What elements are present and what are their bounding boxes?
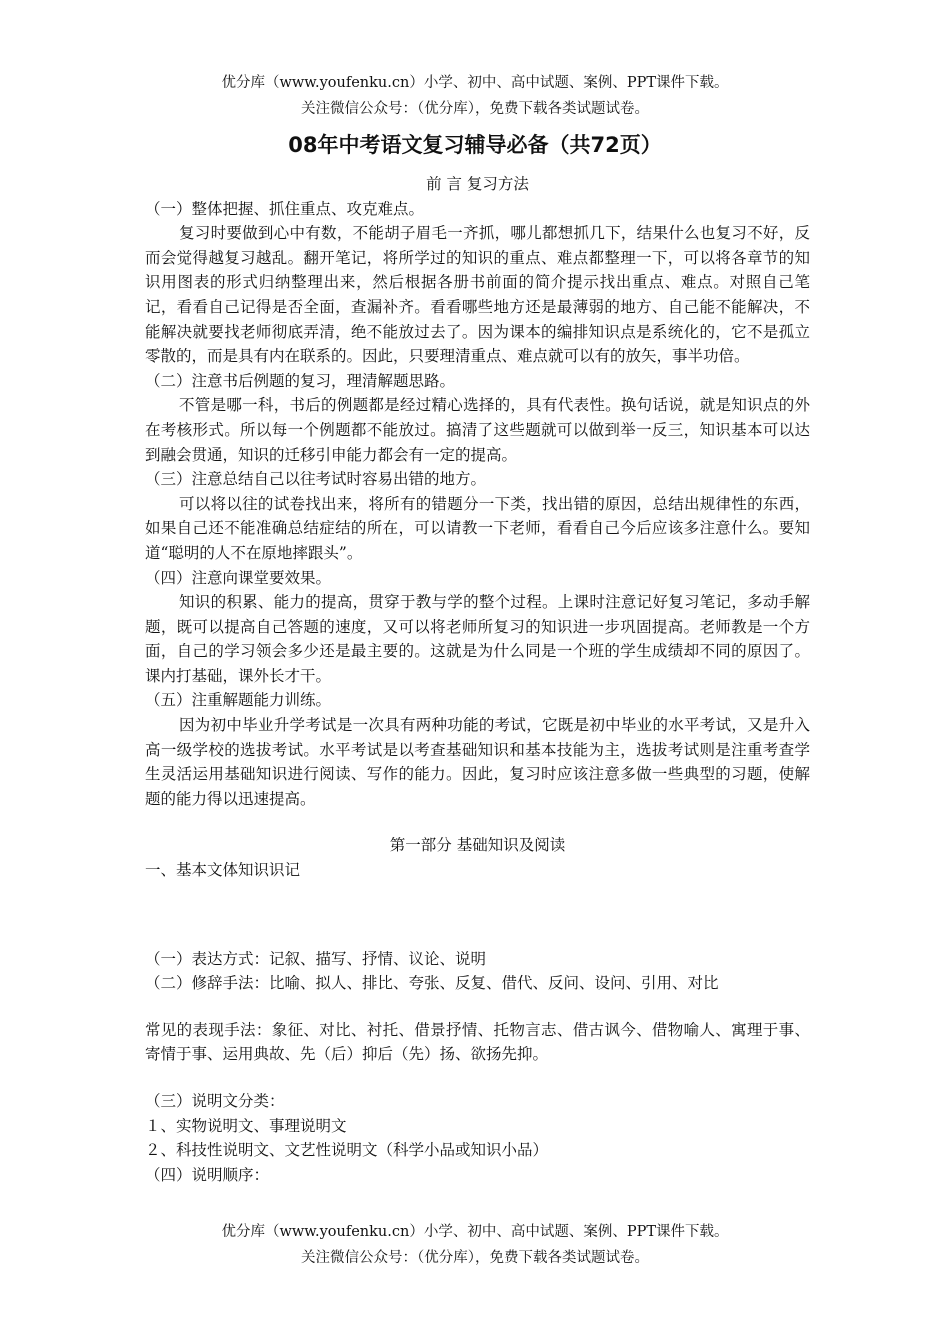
header-line-1: 优分库（www.youfenku.cn）小学、初中、高中试题、案例、PPT课件下载。 — [221, 75, 729, 91]
document-body — [145, 172, 810, 1187]
footer-line-2: 关注微信公众号：（优分库），免费下载各类试题试卷。 — [301, 1250, 649, 1266]
techniques-paragraph: 常见的表现手法：象征、对比、衬托、借景抒情、托物言志、借古讽今、借物喻人、寓理于事、寄情于事、运用典故、先（后）抑后（先）扬、欲扬先抑。 — [145, 1020, 810, 1064]
section-body: 因为初中毕业升学考试是一次具有两种功能的考试，它既是初中毕业的水平考试，又是升入高一级学校的选拔考试。水平考试是以考查基础知识和基本技能为主，选拔考试则是注重考查学生灵活运用基础知识进行阅读、写作的能力。因此，复习时应该注意多做一些典型的习题，使解题的能力得以迅速提高。 — [145, 716, 810, 808]
list-item: ２、科技性说明文、文艺性说明文（科学小品或知识小品） — [145, 1141, 549, 1160]
section-body: 不管是哪一科，书后的例题都是经过精心选择的，具有代表性。换句话说，就是知识点的外在考核形式。所以每一个例题都不能放过。搞清了这些题就可以做到举一反三，知识基本可以达到融会贯通，知识的迁移引申能力都会有一定的提高。 — [145, 396, 810, 464]
part-subheading: 一、基本文体知识识记 — [145, 861, 301, 880]
list-item: （三）说明文分类： — [145, 1092, 285, 1110]
section-body: 复习时要做到心中有数，不能胡子眉毛一齐抓，哪儿都想抓几下，结果什么也复习不好，反而会觉得越复习越乱。翻开笔记，将所学过的知识的重点、难点都整理一下，可以将各章节的知识用图表的形式归纳整理出来，然后根据各册书前面的简介提示找出重点、难点。对照自己笔记，看看自己记得是否全面，查漏补齐。看看哪些地方还是最薄弱的地方、自己能不能解决，不能解决就要找老师彻底弄清，绝不能放过去了。因为课本的编排知识点是系统化的，它不是孤立零散的，而是具有内在联系的。因此，只要理清重点、难点就可以有的放矢，事半功倍。 — [145, 224, 810, 366]
section-heading: （二）注意书后例题的复习，理清解题思路。 — [145, 371, 456, 390]
footer-line-1: 优分库（www.youfenku.cn）小学、初中、高中试题、案例、PPT课件下载。 — [221, 1224, 729, 1240]
page-title: 08年中考语文复习辅导必备（共72页） — [288, 133, 662, 157]
section-heading: （一）整体把握、抓住重点、攻克难点。 — [145, 199, 425, 218]
list-item: （四）说明顺序： — [145, 1165, 270, 1184]
section-heading: （五）注重解题能力训练。 — [145, 691, 332, 710]
section-heading: （四）注意向课堂要效果。 — [145, 568, 332, 587]
list-item: （二）修辞手法：比喻、拟人、排比、夸张、反复、借代、反问、设问、引用、对比 — [145, 974, 719, 993]
part-heading: 第一部分 基础知识及阅读 — [389, 836, 566, 855]
header-line-2: 关注微信公众号：（优分库），免费下载各类试题试卷。 — [301, 101, 649, 117]
section-body: 可以将以往的试卷找出来，将所有的错题分一下类，找出错的原因，总结出规律性的东西，如果自己还不能准确总结症结的所在，可以请教一下老师，看看自己今后应该多注意什么。要知道“聪明的人不在原地摔跟头”。 — [145, 494, 810, 562]
section-heading: （三）注意总结自己以往考试时容易出错的地方。 — [145, 470, 487, 489]
list-item: １、实物说明文、事理说明文 — [145, 1116, 347, 1135]
list-item: （一）表达方式：记叙、描写、抒情、议论、说明 — [145, 949, 487, 968]
section-body: 知识的积累、能力的提高，贯穿于教与学的整个过程。上课时注意记好复习笔记，多动手解题，既可以提高自己答题的速度，又可以将老师所复习的知识进一步巩固提高。老师教是一个方面，自己的学习领会多少还是最主要的。这就是为什么同是一个班的学生成绩却不同的原因了。课内打基础，课外长才干。 — [145, 593, 810, 685]
preface-heading: 前 言 复习方法 — [426, 175, 529, 193]
